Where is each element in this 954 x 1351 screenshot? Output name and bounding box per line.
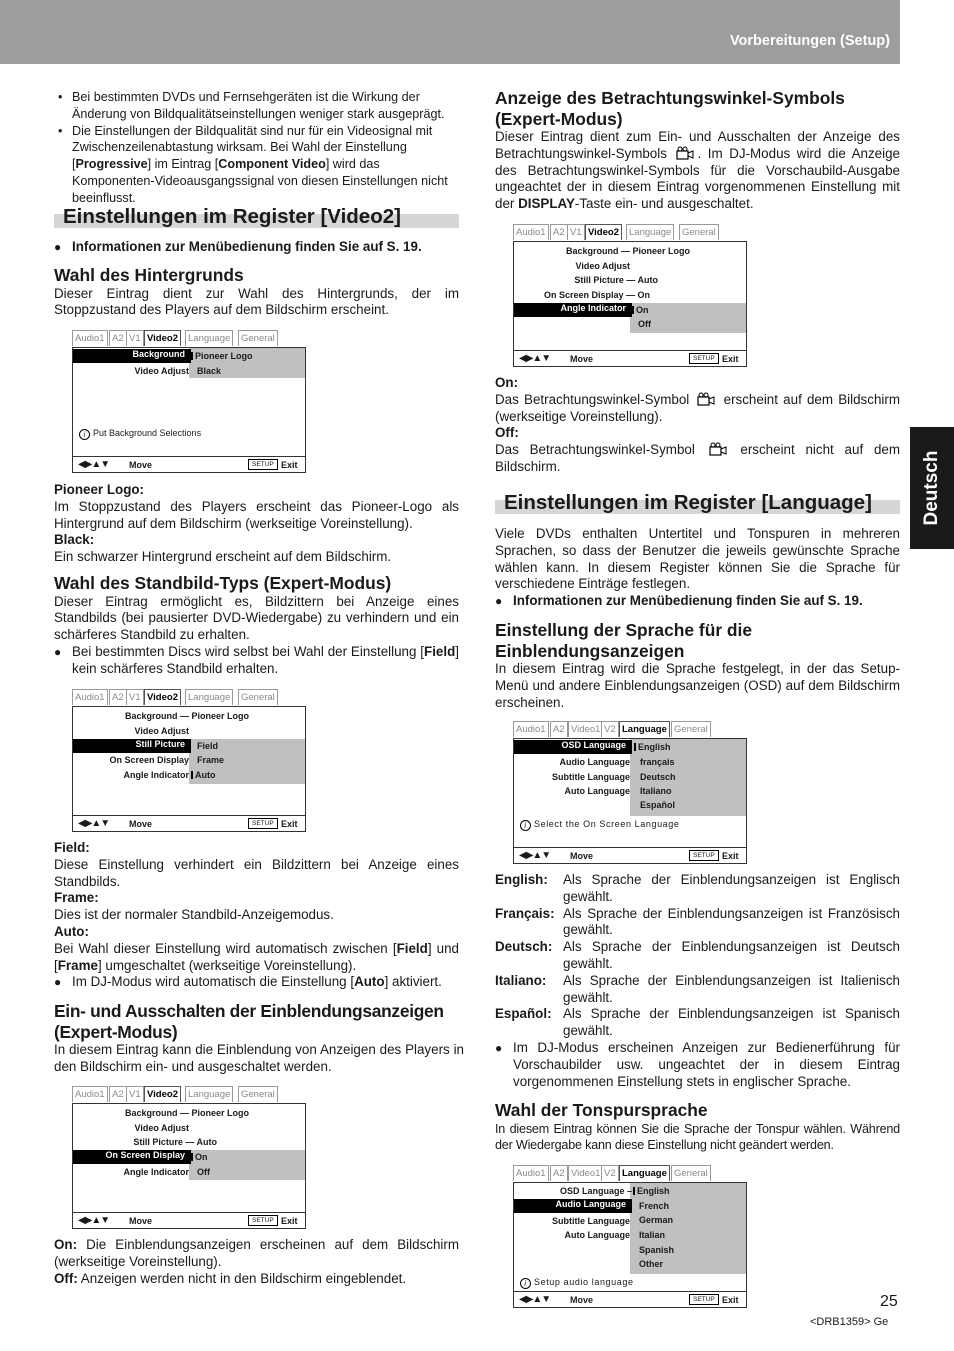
exit-label: Exit [722, 851, 739, 861]
option-still-picture: Still Picture — Auto [574, 275, 658, 285]
value-italiano: Italiano [640, 786, 672, 796]
tab-v1: V1 [126, 689, 144, 705]
osd-screen-on-screen-display [72, 1085, 306, 1229]
tab-a2: A2 [550, 1165, 568, 1181]
value-off: Off [197, 1167, 210, 1177]
tab-audio1: Audio1 [72, 330, 108, 346]
value-french: French [639, 1201, 670, 1211]
value-frame: Frame [197, 755, 225, 765]
setup-button-icon: SETUP [689, 1294, 719, 1305]
tab-language: Language [185, 1086, 233, 1102]
section-title: Vorbereitungen (Setup) [729, 33, 890, 49]
tab-general: General [671, 721, 711, 737]
tab-audio1: Audio1 [513, 1165, 549, 1181]
tab-v1: V1 [126, 1086, 144, 1102]
option-angle-indicator: Angle Indicator [123, 770, 189, 780]
auto-text: Bei Wahl dieser Einstellung wird automatisch zwischen [Field] und [Frame] umgeschaltet (werkseitige Voreinstellung). [54, 940, 459, 973]
option-video-adjust: Video Adjust [134, 726, 189, 736]
camera-angle-icon [676, 146, 694, 160]
osd-text: In diesem Eintrag kann die Einblendung von Anzeigen des Players in den Bildschirm ein- und ausgeschaltet werden. [54, 1042, 464, 1074]
arrow-keys-icon: ◀▶▲▼ [519, 850, 551, 861]
left-column-intro [54, 89, 459, 207]
option-osd-language: OSD Language [561, 740, 626, 750]
option-auto-language: Auto Language [564, 1230, 630, 1240]
dj-bullet: ● Im DJ-Modus erscheinen Anzeigen zur Bedienerführung für Vorschaubilder usw. ungeachtet der in diesem Eintrag vorgenommenen Einstellung stets in englischer Sprache. [495, 1040, 900, 1090]
option-audio-language: Audio Language [559, 757, 630, 767]
option-angle-indicator: Angle Indicator [123, 1167, 189, 1177]
exit-label: Exit [281, 1216, 298, 1226]
info-icon: i [520, 1278, 531, 1289]
option-angle-indicator: Angle Indicator [560, 303, 626, 313]
setup-button-icon: SETUP [248, 459, 278, 470]
exit-label: Exit [281, 819, 298, 829]
osd-language-heading: Einstellung der Sprache für die Einblendungsanzeigen [495, 620, 753, 661]
auto-term: Auto: [54, 923, 89, 939]
tab-v2: V2 [601, 1165, 619, 1181]
tab-audio1: Audio1 [72, 1086, 108, 1102]
intro-bullet: • Bei bestimmten DVDs und Fernsehgeräten ist die Wirkung der Änderung von Bildqualitätseinstellungen weniger stark ausgeprägt. [54, 89, 459, 123]
osd-screen-audio-language [513, 1164, 747, 1308]
exit-label: Exit [281, 460, 298, 470]
language-francais: Français: Als Sprache der Einblendungsanzeigen ist Französisch gewählt. [495, 905, 900, 938]
osd-language-text: In diesem Eintrag wird die Sprache festgelegt, in der das Setup-Menü und andere Einblendungsanzeigen (OSD) auf dem Bildschirm erscheinen. [495, 661, 900, 710]
tab-video2: Video2 [144, 1086, 181, 1102]
tab-language: Language [185, 330, 233, 346]
audio-heading: Wahl der Tonspursprache [495, 1100, 708, 1120]
value-deutsch: Deutsch [640, 772, 676, 782]
arrow-keys-icon: ◀▶▲▼ [519, 353, 551, 364]
page-number: 25 [880, 1293, 898, 1310]
background-text: Dieser Eintrag dient zur Wahl des Hintergrunds, der im Stoppzustand des Players auf dem Bildschirm erscheint. [54, 285, 459, 318]
tab-general: General [238, 689, 278, 705]
option-subtitle-language: Subtitle Language [551, 772, 630, 782]
pioneer-text: Im Stoppzustand des Players erscheint das Pioneer-Logo als Hintergrund auf dem Bildschirm (werkseitige Voreinstellung). [54, 498, 459, 531]
option-auto-language: Auto Language [564, 786, 630, 796]
arrow-keys-icon: ◀▶▲▼ [78, 1215, 110, 1226]
tab-a2: A2 [109, 689, 127, 705]
frame-text: Dies ist der normaler Standbild-Anzeigemodus. [54, 907, 334, 923]
auto-bullet: ● Im DJ-Modus wird automatisch die Einstellung [Auto] aktiviert. [54, 974, 459, 991]
angle-off-term: Off: [495, 425, 519, 441]
option-on-screen-display: On Screen Display [109, 755, 189, 765]
tab-video2: Video2 [144, 330, 181, 346]
osd-heading: Ein- und Ausschalten der Einblendungsanzeigen (Expert-Modus) [54, 1001, 444, 1042]
tab-language: Language [185, 689, 233, 705]
setup-button-icon: SETUP [248, 1215, 278, 1226]
tab-a2: A2 [550, 224, 568, 240]
language-intro: Viele DVDs enthalten Untertitel und Tonspuren in mehreren Sprachen, so dass der Benutzer die jeweils gewünschte Sprache wählen kann. In diesem Register können Sie die Sprache für verschiedene Einträge festlegen. [495, 526, 900, 592]
language-deutsch: Deutsch: Als Sprache der Einblendungsanzeigen ist Deutsch gewählt. [495, 939, 900, 971]
exit-label: Exit [722, 354, 739, 364]
tab-language: Language [619, 1165, 670, 1181]
tab-audio1: Audio1 [513, 721, 549, 737]
option-background: Background [132, 349, 185, 359]
osd-screen-osd-language [513, 720, 747, 864]
tab-v2: V2 [601, 721, 619, 737]
pioneer-term: Pioneer Logo: [54, 482, 145, 497]
camera-angle-icon [709, 442, 727, 456]
language-english: English: Als Sprache der Einblendungsanzeigen ist Englisch gewählt. [495, 872, 900, 904]
tab-a2: A2 [109, 1086, 127, 1102]
tab-general: General [238, 1086, 278, 1102]
field-text: Diese Einstellung verhindert ein Bildzittern bei Anzeige eines Standbilds. [54, 856, 459, 889]
frame-term: Frame: [54, 890, 99, 906]
arrow-keys-icon: ◀▶▲▼ [78, 459, 110, 470]
language-italiano: Italiano: Als Sprache der Einblendungsanzeigen ist Italienisch gewählt. [495, 972, 900, 1005]
language-side-tab [910, 427, 954, 549]
angle-off-text: Das Betrachtungswinkel-Symbol erscheint nicht auf dem Bildschirm. [495, 442, 900, 474]
value-auto: Auto [191, 770, 216, 780]
video2-note: ● Informationen zur Menübedienung finden Sie auf S. 19. [54, 239, 459, 256]
move-label: Move [570, 1295, 594, 1305]
value-espanol: Español [640, 800, 676, 810]
angle-heading: Anzeige des Betrachtungswinkel-Symbols (Expert-Modus) [495, 88, 845, 129]
option-video-adjust: Video Adjust [134, 366, 189, 376]
black-term: Black: [54, 532, 95, 548]
option-subtitle-language: Subtitle Language [551, 1216, 630, 1226]
option-audio-language: Audio Language [555, 1199, 626, 1209]
osd-on-desc: On: Die Einblendungsanzeigen erscheinen auf dem Bildschirm (werkseitige Voreinstellung). [54, 1237, 459, 1269]
background-heading: Wahl des Hintergrunds [54, 265, 244, 285]
tab-audio1: Audio1 [72, 689, 108, 705]
option-background: Background — Pioneer Logo [124, 711, 249, 721]
value-black: Black [197, 366, 222, 376]
angle-text: Dieser Eintrag dient zum Ein- und Ausschalten der Anzeige des Betrachtungswinkel-Symbols . Im DJ-Modus wird die Anzeige des Betrachtungswinkel-Symbols für die Vorschaubild-Ausgabe ungeachtet der in diesem Eintrag vorgenommenen Einstellung mit der DISPLAY-Taste ein- und ausgeschaltet. [495, 129, 900, 212]
tab-general: General [679, 224, 719, 240]
field-term: Field: [54, 840, 90, 855]
info-icon: i [520, 820, 531, 831]
option-still-picture: Still Picture [135, 739, 185, 749]
tab-language: Language [626, 224, 674, 240]
move-label: Move [129, 819, 153, 829]
tab-language: Language [619, 721, 670, 737]
arrow-keys-icon: ◀▶▲▼ [519, 1294, 551, 1305]
still-heading: Wahl des Standbild-Typs (Expert-Modus) [54, 573, 392, 593]
osd-off-desc: Off: Anzeigen werden nicht in den Bildschirm eingeblendet. [54, 1270, 407, 1286]
still-bullet: ● Bei bestimmten Discs wird selbst bei Wahl der Einstellung [Field] kein schärferes Standbild erhalten. [54, 644, 459, 678]
video2-title: Einstellungen im Register [Video2] [54, 205, 459, 229]
side-tab-label: Deutsch [921, 450, 942, 526]
osd-footer [73, 456, 305, 472]
value-on: On [632, 305, 649, 315]
tab-video2: Video2 [144, 689, 181, 705]
option-on-screen-display: On Screen Display [105, 1150, 185, 1160]
value-spanish: Spanish [639, 1245, 675, 1255]
move-label: Move [129, 460, 153, 470]
value-english: English [634, 742, 671, 752]
angle-on-text: Das Betrachtungswinkel-Symbol erscheint auf dem Bildschirm (werkseitige Voreinstellung). [495, 391, 900, 424]
header-bar [0, 0, 900, 64]
setup-button-icon: SETUP [689, 353, 719, 364]
move-label: Move [129, 1216, 153, 1226]
option-osd-language: OSD Language – [559, 1186, 632, 1196]
value-francais: français [640, 757, 675, 767]
tab-v1: V1 [126, 330, 144, 346]
option-video-adjust: Video Adjust [575, 261, 630, 271]
move-label: Move [570, 851, 594, 861]
info-text: i Select the On Screen Language [520, 819, 680, 831]
value-english: English [633, 1186, 670, 1196]
osd-screen-angle-indicator [513, 223, 747, 367]
tab-general: General [671, 1165, 711, 1181]
tab-video1: Video1 [568, 1165, 603, 1181]
language-note: ● Informationen zur Menübedienung finden Sie auf S. 19. [495, 593, 900, 610]
option-background: Background — Pioneer Logo [124, 1108, 249, 1118]
value-pioneer-logo: Pioneer Logo [191, 351, 253, 361]
tab-v1: V1 [567, 224, 585, 240]
black-text: Ein schwarzer Hintergrund erscheint auf dem Bildschirm. [54, 549, 392, 565]
arrow-keys-icon: ◀▶▲▼ [78, 818, 110, 829]
option-video-adjust: Video Adjust [134, 1123, 189, 1133]
tab-audio1: Audio1 [513, 224, 549, 240]
tab-general: General [238, 330, 278, 346]
value-other: Other [639, 1259, 664, 1269]
document-code: <DRB1359> Ge [810, 1316, 889, 1328]
option-background: Background — Pioneer Logo [565, 246, 690, 256]
value-german: German [639, 1215, 674, 1225]
exit-label: Exit [722, 1295, 739, 1305]
osd-screen-still-picture [72, 688, 306, 832]
info-icon: i [79, 429, 90, 440]
option-still-picture: Still Picture — Auto [133, 1137, 217, 1147]
tab-video2: Video2 [585, 224, 622, 240]
tab-video1: Video1 [568, 721, 603, 737]
setup-button-icon: SETUP [248, 818, 278, 829]
setup-button-icon: SETUP [689, 850, 719, 861]
language-title: Einstellungen im Register [Language] [495, 491, 900, 515]
option-on-screen-display: On Screen Display — On [543, 290, 650, 300]
still-text: Dieser Eintrag ermöglicht es, Bildzittern bei Anzeige eines Standbilds (bei pausierter DVD-Wiedergabe) zu verhindern und ein schärferes Standbild zu erhalten. [54, 593, 459, 643]
angle-on-term: On: [495, 375, 519, 390]
value-off: Off [638, 319, 651, 329]
tab-a2: A2 [550, 721, 568, 737]
audio-text: In diesem Eintrag können Sie die Sprache der Tonspur wählen. Während der Wiedergabe kann diese Einstellung nicht geändert werden. [495, 1121, 900, 1153]
value-on: On [191, 1152, 208, 1162]
move-label: Move [570, 354, 594, 364]
info-text: i Setup audio language [520, 1277, 634, 1289]
osd-screen-background [72, 329, 306, 473]
language-espanol: Español: Als Sprache der Einblendungsanzeigen ist Spanisch gewählt. [495, 1006, 900, 1039]
camera-angle-icon [697, 392, 715, 406]
value-field: Field [197, 741, 219, 751]
language-list [495, 872, 900, 1090]
info-text: i Put Background Selections [79, 428, 201, 440]
tab-a2: A2 [109, 330, 127, 346]
intro-bullet: • Die Einstellungen der Bildqualität sind nur für ein Videosignal mit Zwischenzeilenabtastung wirksam. Bei Wahl der Einstellung [Progressive] im Eintrag [Component Video] wird das Komponenten-Videoausgangssignal von diesen Einstellungen nicht beeinflusst. [54, 123, 459, 207]
value-italian: Italian [639, 1230, 666, 1240]
